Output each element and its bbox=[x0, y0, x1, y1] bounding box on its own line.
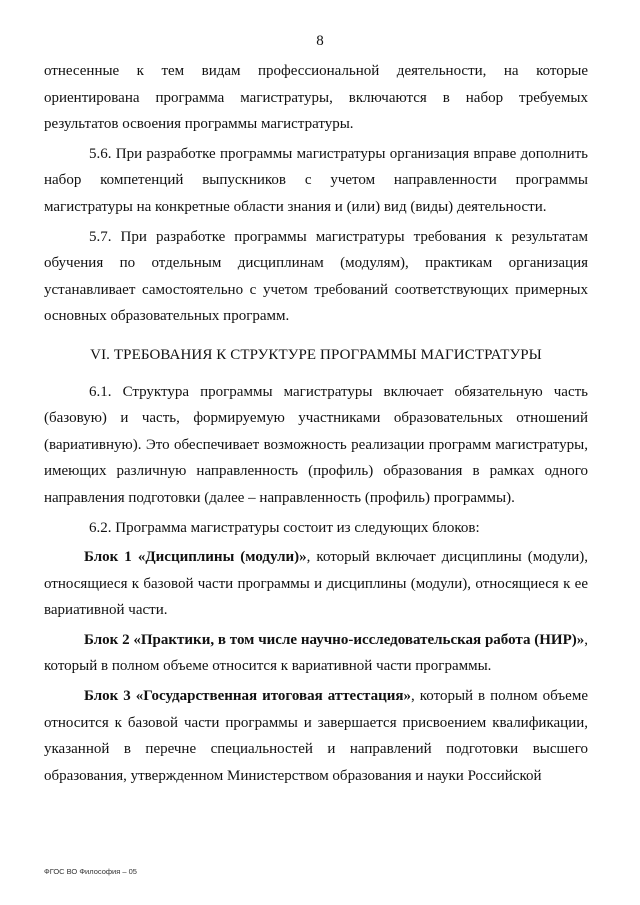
paragraph-6-2: 6.2. Программа магистратуры состоит из следующих блоков: bbox=[89, 519, 480, 536]
block-2-paragraph bbox=[44, 627, 588, 680]
block-2-title: Блок 2 «Практики, в том числе научно-исследовательская работа (НИР)» bbox=[84, 631, 585, 648]
paragraph-continuation: отнесенные к тем видам профессиональной деятельности, на которые ориентирована программа магистратуры, включаются в набор требуемых результатов освоения программы магистратуры. bbox=[44, 63, 588, 133]
paragraph-5-6: 5.6. При разработке программы магистратуры организация вправе дополнить набор компетенций выпускников с учетом направленности программы магистратуры на конкретные области знания и (или) вид (виды) деятельности. bbox=[44, 145, 588, 215]
section-heading: VI. ТРЕБОВАНИЯ К СТРУКТУРЕ ПРОГРАММЫ МАГИСТРАТУРЫ bbox=[90, 346, 542, 363]
block-1-text: , который включает дисциплины (модули), относящиеся к базовой части программы и дисциплины (модули), относящиеся к ее вариативной части. bbox=[44, 549, 588, 619]
block-2-text: , который в полном объеме относится к вариативной части программы. bbox=[44, 631, 588, 675]
page-number: 8 bbox=[316, 33, 324, 49]
block-3-paragraph bbox=[44, 683, 588, 789]
footer-note: ФГОС ВО Философия – 05 bbox=[44, 867, 137, 876]
block-3-text: , который в полном объеме относится к базовой части программы и завершается присвоением квалификации, указанной в перечне специальностей и направлений подготовки высшего образования, утвержденном Министерством образования и науки Российской bbox=[44, 688, 588, 784]
block-1-paragraph bbox=[44, 544, 588, 624]
document-body bbox=[44, 58, 588, 789]
paragraph-6-1: 6.1. Структура программы магистратуры включает обязательную часть (базовую) и часть, формируемую участниками образовательных отношений (вариативную). Это обеспечивает возможность реализации программ магистратуры, имеющих различную направленность (профиль) образования в рамках одного направления подготовки (далее – направленность (профиль) программы). bbox=[44, 383, 588, 506]
block-1-title: Блок 1 «Дисциплины (модули)» bbox=[84, 549, 307, 566]
block-3-title: Блок 3 «Государственная итоговая аттестация» bbox=[84, 688, 412, 705]
paragraph-5-7: 5.7. При разработке программы магистратуры требования к результатам обучения по отдельным дисциплинам (модулям), практикам организация устанавливает самостоятельно с учетом требований соответствующих примерных основных образовательных программ. bbox=[44, 228, 588, 325]
